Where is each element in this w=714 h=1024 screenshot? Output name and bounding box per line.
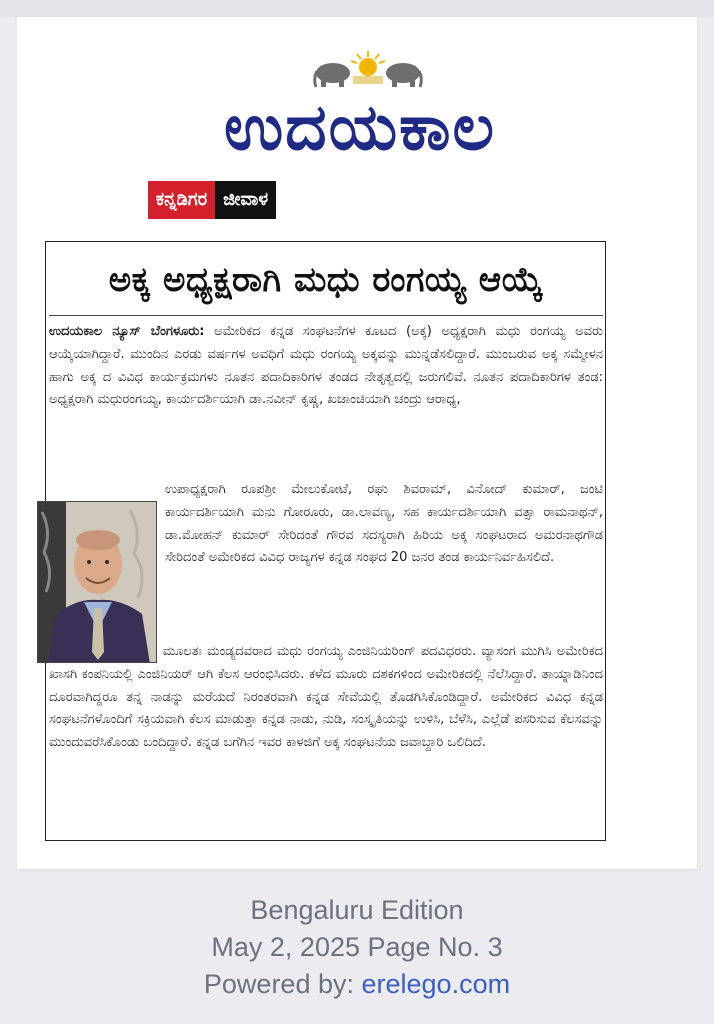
- portrait-photo: [37, 501, 157, 663]
- powered-by: [0, 966, 714, 1003]
- edition-date-page: May 2, 2025 Page No. 3: [211, 932, 503, 962]
- top-strip: [0, 0, 714, 17]
- elephants-sun-logo-icon: [313, 49, 423, 89]
- edition-footer: [0, 892, 714, 1003]
- article-body-2: ಮೂಲತಃ ಮಂಡ್ಯದವರಾದ ಮಧು ರಂಗಯ್ಯ ಎಂಜಿನಿಯರಿಂಗ್ ಪದವಿಧರರು. ವ್ಯಾಸಂಗ ಮುಗಿಸಿ ಅಮೇರಿಕದ ಖಾಸಗಿ ಕಂಪನಿಯಲ್ಲಿ ಎಂಜಿನಿಯರ್ ಆಗಿ ಕೆಲಸ ಆರಂಭಿಸಿದರು. ಕಳೆದ ಮೂರು ದಶಕಗಳಿಂದ ಅಮೇರಿಕದಲ್ಲಿ ನೆಲೆಸಿದ್ದಾರೆ. ತಾಯ್ನಾಡಿನಿಂದ ದೂರವಾಗಿದ್ದರೂ ತನ್ನ ನಾಡನ್ನು ಮರೆಯದೆ ನಿರಂತರವಾಗಿ ಕನ್ನಡ ಸೇವೆಯಲ್ಲಿ ತೊಡಗಿಸಿಕೊಂಡಿದ್ದಾರೆ. ಅಮೇರಿಕದ ವಿವಿಧ ಕನ್ನಡ ಸಂಘಟನೆಗಳೊಂದಿಗೆ ಸಕ್ರಿಯವಾಗಿ ಕೆಲಸ ಮಾಡುತ್ತಾ ಕನ್ನಡ ನಾಡು, ನುಡಿ, ಸಂಸ್ಕೃತಿಯನ್ನು ಉಳಿಸಿ, ಬೆಳೆಸಿ, ಎಲ್ಲೆಡೆ ಪಸರಿಸುವ ಕೆಲಸವನ್ನು ಮುಂದುವರೆಸಿಕೊಂಡು ಬಂದಿದ್ದಾರೆ. ಕನ್ನಡ ಬಗೆಗಿನ ಇವರ ಕಾಳಜಿಗೆ ಅಕ್ಕ ಸಂಘಟನೆಯ ಜವಾಬ್ದಾರಿ ಒಲಿದಿದೆ.: [49, 644, 603, 751]
- article-paragraph-2: [49, 641, 603, 755]
- clip-border-bottom: [45, 840, 605, 841]
- masthead-title: ಉದಯಕಾಲ: [223, 91, 496, 165]
- tagline-part2: ಜೀವಾಳ: [215, 181, 276, 219]
- masthead: [130, 47, 590, 227]
- tagline-part1: ಕನ್ನಡಿಗರ: [148, 181, 215, 219]
- article-paragraph-1: [49, 321, 603, 412]
- powered-by-link[interactable]: erelego.com: [361, 969, 511, 999]
- powered-by-label: Powered by:: [203, 969, 362, 999]
- article-headline: ಅಕ್ಕ ಅಧ್ಯಕ್ಷರಾಗಿ ಮಧು ರಂಗಯ್ಯ ಆಯ್ಕೆ: [108, 260, 544, 300]
- clip-border-top: [45, 241, 605, 242]
- article-indent: [49, 644, 163, 659]
- masthead-tagline: [148, 181, 276, 219]
- article-paragraph-1-continued: ಉಪಾಧ್ಯಕ್ಷರಾಗಿ ರೂಪಶ್ರೀ ಮೇಲುಕೋಟೆ, ರಘು ಶಿವರಾಮ್, ವಿನೋದ್ ಕುಮಾರ್, ಜಂಟಿ ಕಾರ್ಯದರ್ಶಿಯಾಗಿ ಮನು ಗೋರೂರು, ಡಾ.ಲಾವಣ್ಯ, ಸಹ ಕಾರ್ಯದರ್ಶಿಯಾಗಿ ವತ್ಸಾ ರಾಮನಾಥನ್, ಡಾ.ಮೋಹನ್ ಕುಮಾರ್ ಸೇರಿದಂತೆ ಗೌರವ ಸದಸ್ಯರಾಗಿ ಹಿರಿಯ ಅಕ್ಕ ಸಂಘಟರಾದ ಅಮರನಾಥಗೌಡ ಸೇರಿದಂತೆ ಅಮೇರಿಕದ ವಿವಿಧ ರಾಜ್ಯಗಳ ಕನ್ನಡ ಸಂಘದ 20 ಜನರ ತಂಡ ಕಾರ್ಯನಿರ್ವಹಿಸಲಿದೆ.: [165, 482, 603, 566]
- article-clipping: [29, 233, 607, 857]
- clip-border-right: [605, 241, 606, 841]
- newspaper-page: [17, 17, 697, 869]
- edition-name: Bengaluru Edition: [250, 895, 464, 925]
- headline-divider: [49, 315, 603, 316]
- article-body-1: ಅಮೇರಿಕದ ಕನ್ನಡ ಸಂಘಟನೆಗಳ ಕೂಟದ (ಅಕ್ಕ) ಅಧ್ಯಕ್ಷರಾಗಿ ಮಧು ರಂಗಯ್ಯ ಅವರು ಆಯ್ಕೆಯಾಗಿದ್ದಾರೆ. ಮುಂದಿನ ಎರಡು ವರ್ಷಗಳ ಅವಧಿಗೆ ಮಧು ರಂಗಯ್ಯ ಅಕ್ಕವನ್ನು ಮುನ್ನಡೆಸಲಿದ್ದಾರೆ. ಮುಂಬರುವ ಅಕ್ಕ ಸಮ್ಮೇಳನ ಹಾಗು ಅಕ್ಕ ದ ವಿವಿಧ ಕಾರ್ಯಕ್ರಮಗಳು ನೂತನ ಪದಾದಿಕಾರಿಗಳ ತಂಡದ ನೇತೃತ್ವದಲ್ಲಿ ಜರುಗಲಿವೆ. ನೂತನ ಪದಾದಿಕಾರಿಗಳ ತಂಡ: ಅಧ್ಯಕ್ಷರಾಗಿ ಮಧುರಂಗಯ್ಯ, ಕಾರ್ಯದರ್ಶಿಯಾಗಿ ಡಾ.ನವೀನ್ ಕೃಷ್ಣ, ಖಜಾಂಚಿಯಾಗಿ ಚಂದ್ರು ಆರಾಧ್ಯ,: [49, 324, 603, 408]
- article-dateline: ಉದಯಕಾಲ ನ್ಯೂಸ್ ಬೆಂಗಳೂರು:: [49, 324, 205, 339]
